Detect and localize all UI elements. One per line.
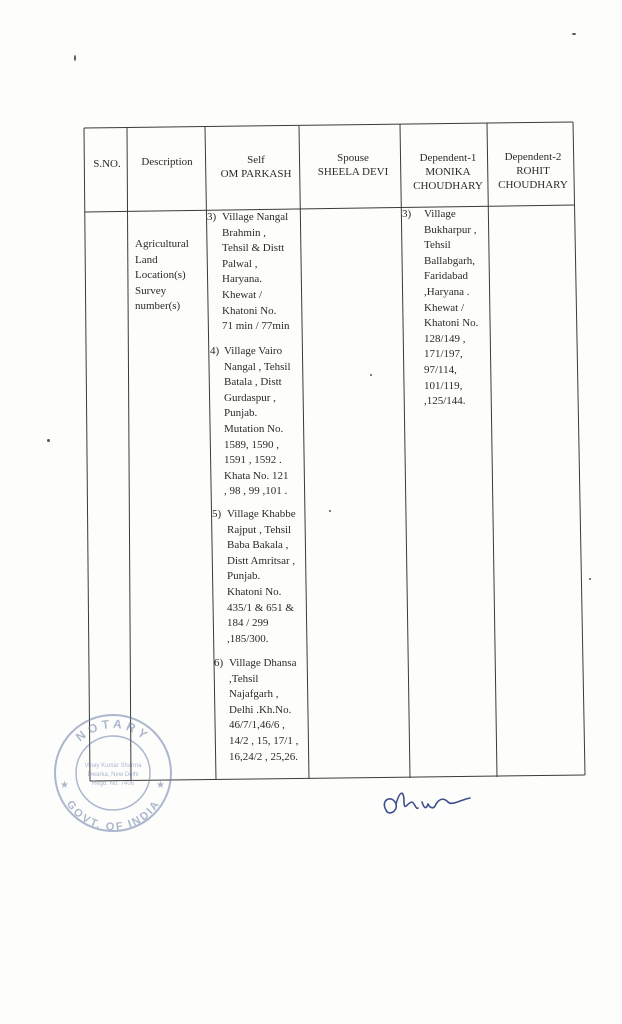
dep1-entry-3-text: Village Bukharpur , Tehsil Ballabgarh, Faridabad ,Haryana . Khewat / Khatoni No. 128/149 , 171/197, 97/114, 101/119, ,125/144. bbox=[424, 208, 479, 408]
notary-seal bbox=[52, 712, 174, 834]
header-sno: S.NO. bbox=[93, 158, 121, 170]
self-entry-6-num: 6) bbox=[214, 657, 224, 669]
seal-inner-line-1: Vinay Kumar Sharma bbox=[84, 763, 142, 769]
self-entry-6-text: Village Dhansa ,Tehsil Najafgarh , Delhi .Kh.No. 46/7/1,46/6 , 14/2 , 15, 17/1 , 16,24/2 , 25,26. bbox=[229, 657, 299, 763]
scan-mark bbox=[47, 439, 50, 442]
self-entry-5-text: Village Khabbe Rajput , Tehsil Baba Bakala , Distt Amritsar , Punjab. Khatoni No. 435/1 & 651 & 184 / 299 ,185/300. bbox=[227, 508, 296, 645]
header-dep2-name-1: ROHIT bbox=[516, 165, 550, 177]
header-dep1-name-2: CHOUDHARY bbox=[413, 180, 483, 192]
self-entry-3-num: 3) bbox=[207, 211, 217, 223]
header-self bbox=[210, 153, 302, 181]
description-text: Agricultural Land Location(s) Survey number(s) bbox=[135, 238, 189, 312]
self-entry-5 bbox=[212, 507, 312, 653]
header-spouse-role: Spouse bbox=[337, 152, 369, 164]
self-entry-6 bbox=[214, 656, 314, 768]
seal-inner-line-3: Regd. No. 7406 bbox=[91, 781, 135, 787]
seal-star-right: ★ bbox=[156, 780, 165, 791]
header-dep1-name-1: MONIKA bbox=[425, 166, 471, 178]
seal-top-text: NOTARY bbox=[73, 716, 153, 745]
handwritten-signature bbox=[378, 780, 478, 830]
scan-mark bbox=[74, 55, 76, 61]
scan-mark bbox=[329, 510, 331, 512]
header-dep2-name-2: CHOUDHARY bbox=[498, 179, 568, 191]
dep1-entry-3-num: 3) bbox=[402, 208, 412, 220]
header-self-name: OM PARKASH bbox=[220, 168, 292, 180]
self-entry-4 bbox=[210, 344, 310, 504]
header-spouse-name: SHEELA DEVI bbox=[317, 166, 389, 178]
seal-star-left: ★ bbox=[60, 780, 69, 791]
dep1-entry-3 bbox=[402, 207, 492, 412]
self-entry-5-num: 5) bbox=[212, 508, 222, 520]
scan-mark bbox=[370, 374, 372, 376]
self-entry-3-text: Village Nangal Brahmin , Tehsil & Distt Palwal , Haryana. Khewat / Khatoni No. 71 min / 77min bbox=[222, 211, 290, 333]
self-entry-3 bbox=[207, 210, 307, 342]
col-line-1 bbox=[127, 128, 131, 781]
self-entry-4-num: 4) bbox=[210, 345, 220, 357]
header-description: Description bbox=[141, 156, 193, 168]
seal-inner-line-2: Dwarka, New Delhi bbox=[87, 772, 139, 778]
col-line-0 bbox=[84, 128, 90, 781]
table-header-divider bbox=[85, 205, 575, 212]
header-dep1-role: Dependent-1 bbox=[419, 152, 477, 164]
header-self-role: Self bbox=[247, 154, 265, 166]
header-dependent-1 bbox=[405, 151, 491, 193]
col-line-6 bbox=[573, 122, 585, 775]
scan-mark bbox=[572, 33, 576, 35]
seal-bottom-text: GOVT. OF INDIA bbox=[63, 798, 163, 834]
header-spouse bbox=[305, 151, 401, 179]
header-dep2-role: Dependent-2 bbox=[504, 151, 562, 163]
header-dependent-2 bbox=[490, 150, 576, 192]
table-border-top bbox=[84, 122, 573, 128]
self-entry-4-text: Village Vairo Nangal , Tehsil Batala , Distt Gurdaspur , Punjab. Mutation No. 1589, 1590 , 1591 , 1592 . Khata No. 121 , 98 , 99 ,101 . bbox=[224, 345, 291, 498]
scan-mark bbox=[589, 578, 591, 580]
